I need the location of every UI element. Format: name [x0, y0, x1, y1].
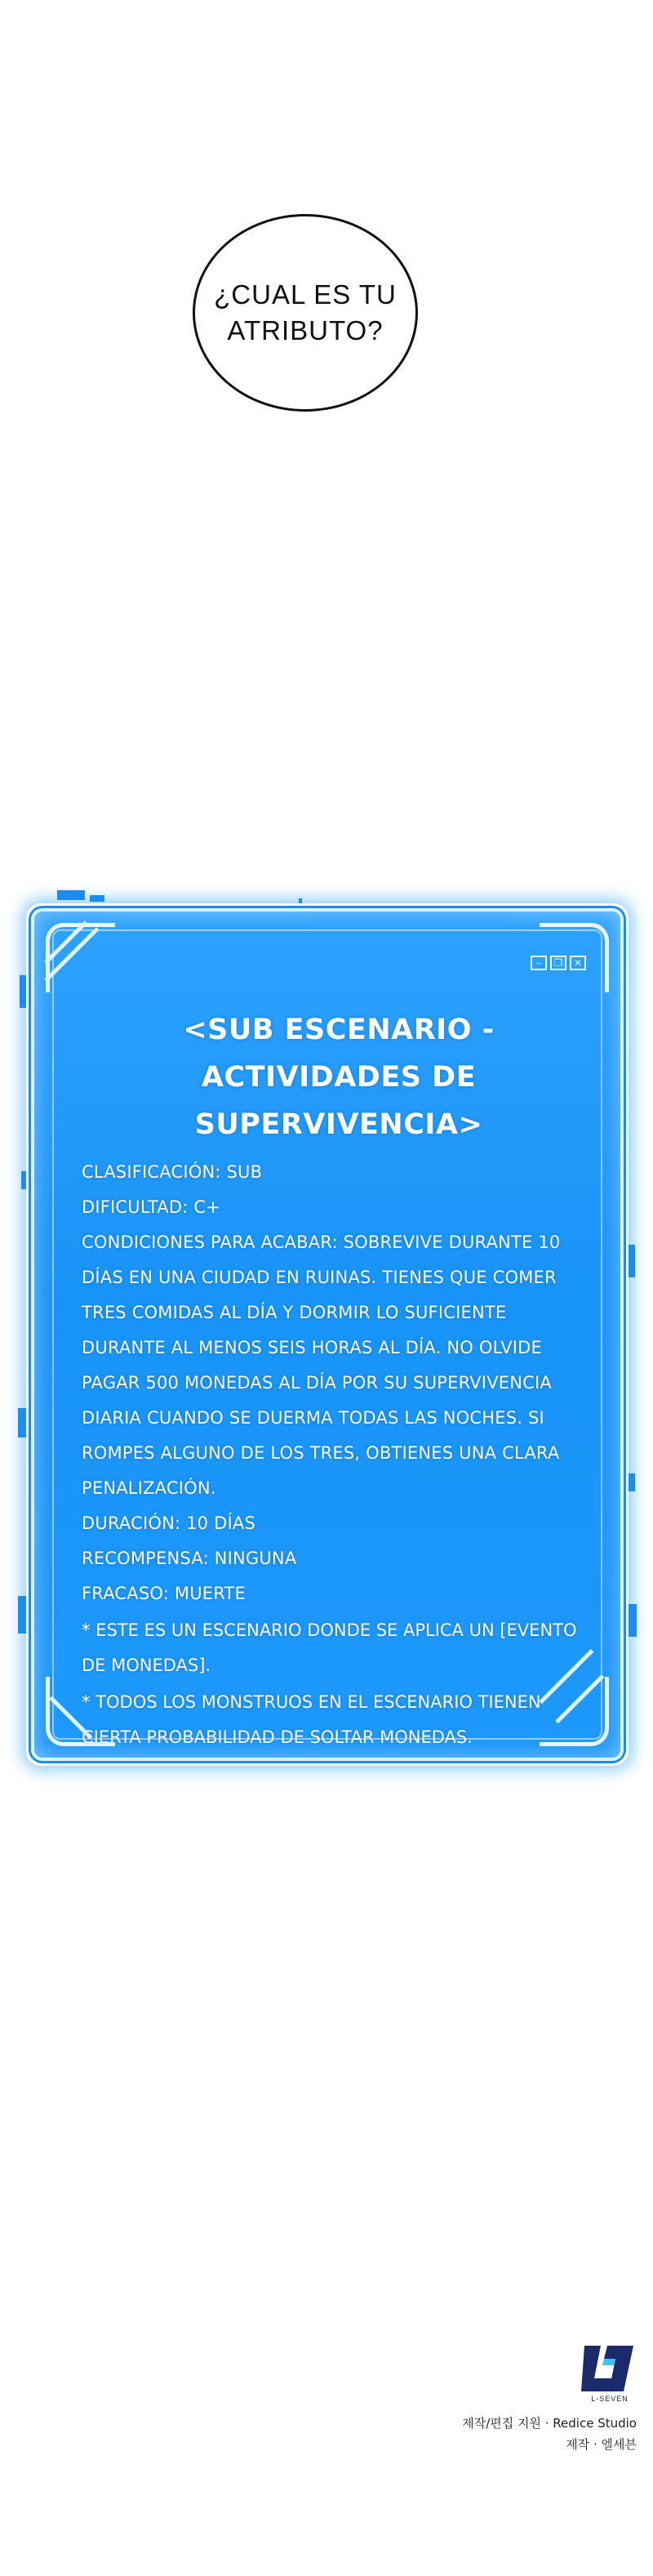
frame-tick — [629, 1473, 635, 1491]
window-controls — [531, 956, 586, 970]
window-panel — [31, 908, 624, 1761]
credit-line-studio: 제작/편집 지원 · Redice Studio — [462, 2416, 637, 2431]
fracaso-line: FRACASO: MUERTE — [82, 1584, 247, 1603]
frame-tick — [18, 1408, 26, 1437]
note-coin-event: * ESTE ES UN ESCENARIO DONDE SE APLICA UN [EVENTO DE MONEDAS]. — [82, 1620, 577, 1675]
lseven-logo-icon — [580, 2341, 637, 2395]
note-monster-drop: * TODOS LOS MONSTRUOS EN EL ESCENARIO TIENEN CIERTA PROBABILIDAD DE SOLTAR MONEDAS. — [82, 1692, 541, 1747]
logo-label: L-SEVEN — [591, 2395, 629, 2403]
clasificacion-line: CLASIFICACIÓN: SUB — [82, 1162, 263, 1182]
duracion-line: DURACIÓN: 10 DÍAS — [82, 1513, 255, 1533]
recompensa-line: RECOMPENSA: NINGUNA — [82, 1549, 297, 1568]
frame-tick — [20, 975, 26, 1008]
credit-line-production: 제작 · 엘세븐 — [566, 2437, 637, 2452]
frame-tick — [57, 890, 85, 900]
dificultad-line: DIFICULTAD: C+ — [82, 1197, 221, 1217]
frame-tick — [299, 898, 302, 903]
speech-bubble-text: ¿CUAL ES TU ATRIBUTO? — [214, 279, 397, 345]
frame-tick — [629, 1604, 637, 1637]
frame-tick — [21, 1171, 26, 1189]
credits — [462, 2413, 637, 2455]
window-content — [82, 1006, 596, 1755]
frame-tick — [90, 895, 104, 902]
close-icon[interactable]: ✕ — [570, 956, 586, 970]
minimize-icon[interactable]: – — [531, 956, 547, 970]
system-window — [24, 902, 630, 1767]
scenario-title: <SUB ESCENARIO - ACTIVIDADES DE SUPERVIVENCIA> — [183, 1014, 495, 1141]
maximize-icon[interactable]: ❐ — [550, 956, 566, 970]
condiciones-paragraph: CONDICIONES PARA ACABAR: SOBREVIVE DURANTE 10 DÍAS EN UNA CIUDAD EN RUINAS. TIENES QUE COMER TRES COMIDAS AL DÍA Y DORMIR LO SUFICIENTE DURANTE AL MENOS SEIS HORAS AL DÍA. NO OLVIDE PAGAR 500 MONEDAS AL DÍA POR SU SUPERVIVENCIA DIARIA CUANDO SE DUERMA TODAS LAS NOCHES. SI ROMPES ALGUNO DE LOS TRES, OBTIENES UNA CLARA PENALIZACIÓN. — [82, 1232, 561, 1498]
corner-bracket — [46, 923, 115, 992]
frame-tick — [629, 1245, 635, 1277]
speech-bubble — [193, 214, 418, 412]
frame-tick — [18, 1596, 26, 1633]
